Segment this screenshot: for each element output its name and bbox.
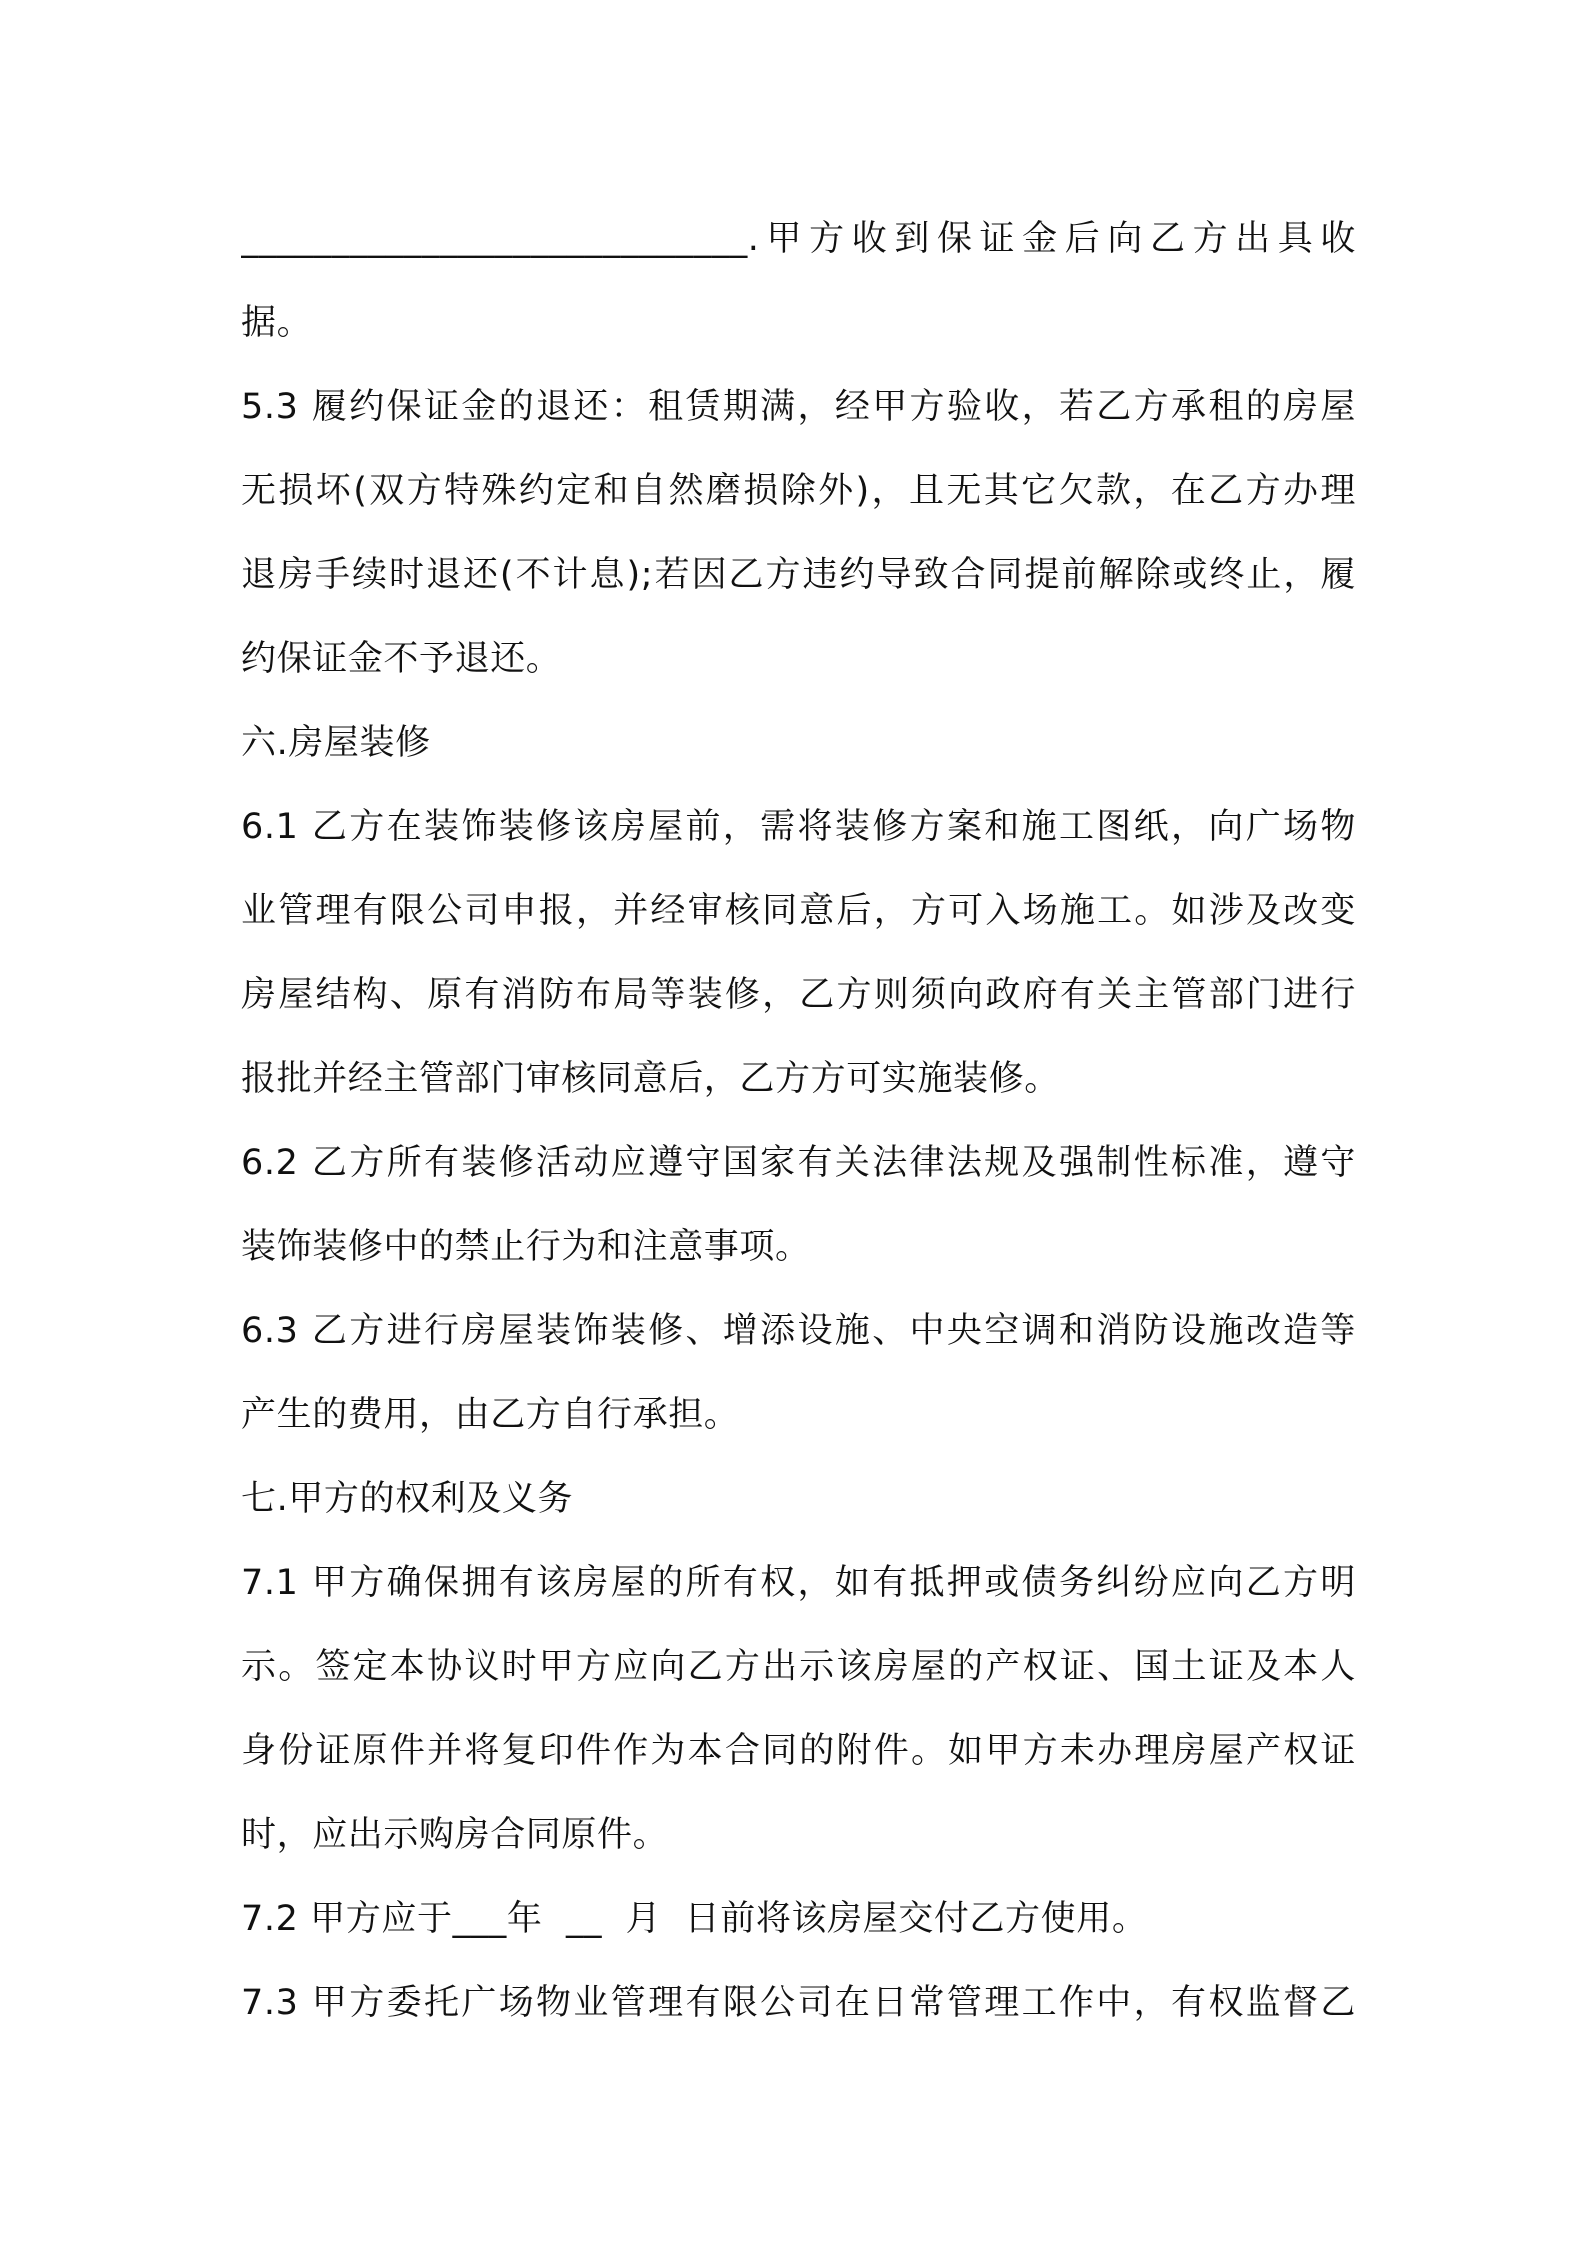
- section-heading: 七.甲方的权利及义务: [241, 1479, 574, 1519]
- text-line: 7.3 甲方委托广场物业管理有限公司在日常管理工作中，有权监督乙: [241, 1983, 1356, 2023]
- document-page: [241, 197, 1356, 2045]
- text-line: 7.2 甲方应于___年 __ 月 日前将该房屋交付乙方使用。: [241, 1899, 1148, 1939]
- text-line: 6.1 乙方在装饰装修该房屋前，需将装修方案和施工图纸，向广场物: [241, 807, 1356, 847]
- text-line: 示。签定本协议时甲方应向乙方出示该房屋的产权证、国土证及本人: [241, 1647, 1356, 1687]
- text-line: 房屋结构、原有消防布局等装修，乙方则须向政府有关主管部门进行: [241, 975, 1356, 1015]
- text-line: ____________________________.甲方收到保证金后向乙方出具收: [241, 219, 1356, 259]
- text-line: 7.1 甲方确保拥有该房屋的所有权，如有抵押或债务纠纷应向乙方明: [241, 1563, 1356, 1603]
- text-line: 退房手续时退还(不计息);若因乙方违约导致合同提前解除或终止，履: [241, 555, 1356, 595]
- text-line: 报批并经主管部门审核同意后，乙方方可实施装修。: [241, 1059, 1060, 1099]
- text-line: 5.3 履约保证金的退还：租赁期满，经甲方验收，若乙方承租的房屋: [241, 387, 1356, 427]
- text-line: 据。: [241, 303, 313, 343]
- text-line: 无损坏(双方特殊约定和自然磨损除外)，且无其它欠款，在乙方办理: [241, 471, 1356, 511]
- text-line: 约保证金不予退还。: [241, 639, 562, 679]
- section-heading: 六.房屋装修: [241, 723, 431, 763]
- text-line: 6.3 乙方进行房屋装饰装修、增添设施、中央空调和消防设施改造等: [241, 1311, 1356, 1351]
- text-line: 时，应出示购房合同原件。: [241, 1815, 669, 1855]
- text-line: 装饰装修中的禁止行为和注意事项。: [241, 1227, 811, 1267]
- text-line: 6.2 乙方所有装修活动应遵守国家有关法律法规及强制性标准，遵守: [241, 1143, 1356, 1183]
- text-line: 产生的费用，由乙方自行承担。: [241, 1395, 740, 1435]
- text-line: 身份证原件并将复印件作为本合同的附件。如甲方未办理房屋产权证: [241, 1731, 1356, 1771]
- text-line: 业管理有限公司申报，并经审核同意后，方可入场施工。如涉及改变: [241, 891, 1356, 931]
